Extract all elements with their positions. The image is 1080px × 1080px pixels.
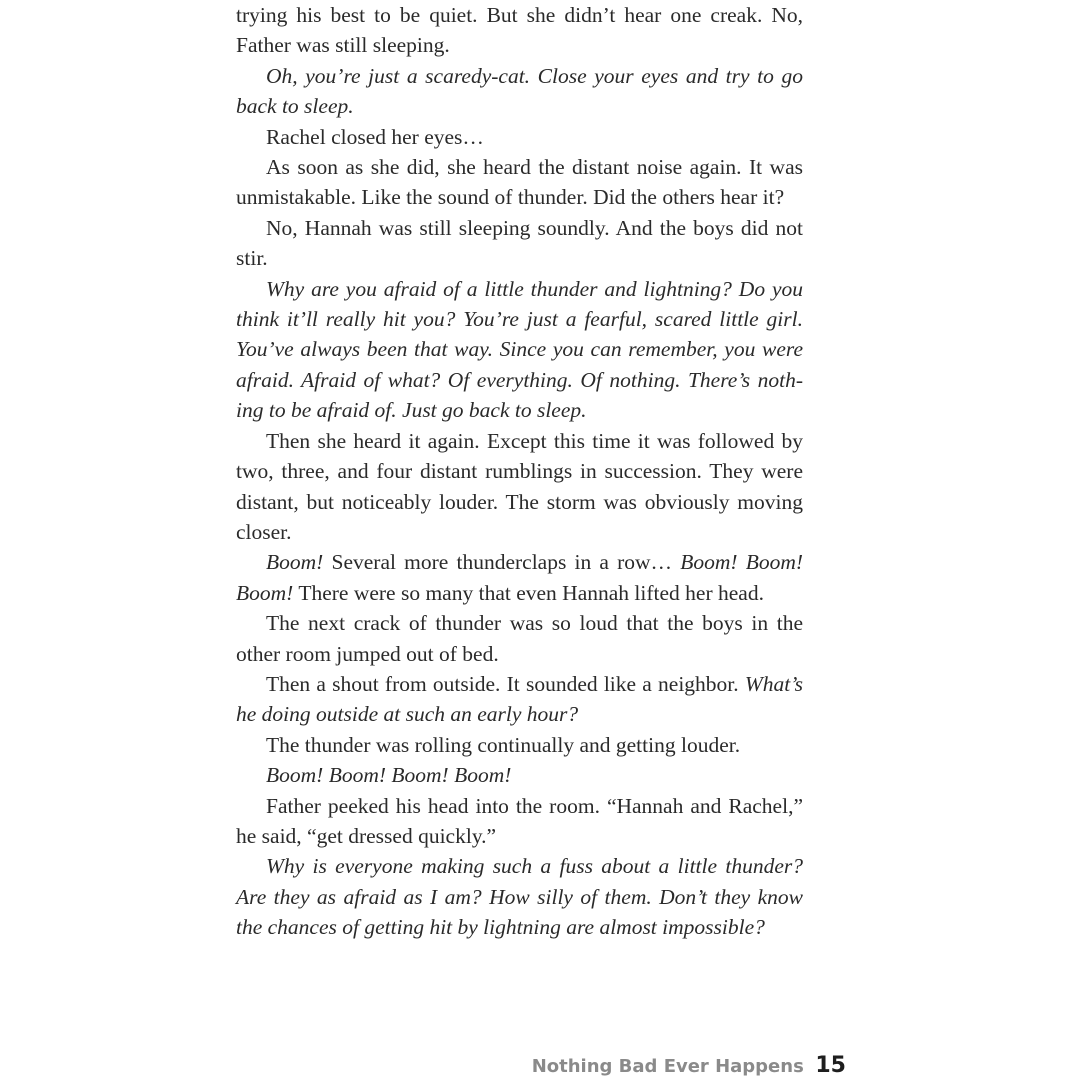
book-title: Nothing Bad Ever Happens: [531, 1056, 804, 1077]
italic-text-segment: What’s he doing outside at such an early hour?: [236, 671, 803, 727]
paragraph: [236, 274, 803, 426]
italic-text-segment: Why is everyone making such a fuss about a little thunder? Are they as afraid as I am? How silly of them. Don’t they know the chances of getting hit by lightning are almost impossible?: [236, 854, 803, 940]
paragraph: [236, 669, 803, 730]
page-body: [236, 0, 803, 943]
text-segment: Then she heard it again. Except this time it was followed by two, three, and four distant rumblings in succession. They were distant, but noticeably louder. The storm was obviously moving closer.: [236, 428, 803, 544]
text-segment: Father peeked his head into the room. “Hannah and Rachel,” he said, “get dressed quickly.”: [236, 793, 803, 848]
text-segment: The next crack of thunder was so loud that the boys in the other room jumped out of bed.: [236, 611, 803, 666]
text-segment: trying his best to be quiet. But she didn’t hear one creak. No, Father was still sleeping.: [236, 3, 803, 58]
running-footer: [0, 1053, 846, 1078]
text-segment: Then a shout from outside. It sounded like a neighbor.: [266, 671, 745, 696]
paragraph: [236, 122, 803, 152]
italic-text-segment: Boom! Boom! Boom! Boom!: [266, 763, 512, 788]
italic-text-segment: Oh, you’re just a scaredy-cat. Close your eyes and try to go back to sleep.: [236, 63, 803, 119]
paragraph: [236, 730, 803, 760]
paragraph: [236, 608, 803, 669]
italic-text-segment: Boom!: [266, 550, 324, 575]
text-segment: The thunder was rolling continually and getting louder.: [266, 732, 741, 757]
paragraph: [236, 426, 803, 548]
paragraph: [236, 152, 803, 213]
paragraph: [236, 851, 803, 942]
text-segment: Rachel closed her eyes…: [266, 124, 484, 149]
paragraph: [236, 791, 803, 852]
paragraph: [236, 0, 803, 61]
page-number: 15: [815, 1053, 846, 1078]
text-segment: Several more thunderclaps in a row…: [323, 550, 681, 575]
paragraph: [236, 547, 803, 608]
paragraph: [236, 760, 803, 790]
text-segment: There were so many that even Hannah lifted her head.: [293, 580, 764, 605]
italic-text-segment: Why are you afraid of a little thunder and lightning? Do you think it’ll really hit you? You’re just a fearful, scared little girl. You’ve always been that way. Since you can remember, you were afraid. Afraid of what? Of everything. Of nothing. There’s nothing to be afraid of. Just go back to sleep.: [236, 276, 803, 423]
text-segment: No, Hannah was still sleeping soundly. And the boys did not stir.: [236, 215, 803, 271]
italic-text-segment: Boom! Boom! Boom!: [236, 550, 804, 605]
text-segment: As soon as she did, she heard the distant noise again. It was unmistakable. Like the sound of thunder. Did the others hear it?: [236, 155, 803, 210]
paragraph: [236, 213, 803, 274]
paragraph: [236, 61, 803, 122]
